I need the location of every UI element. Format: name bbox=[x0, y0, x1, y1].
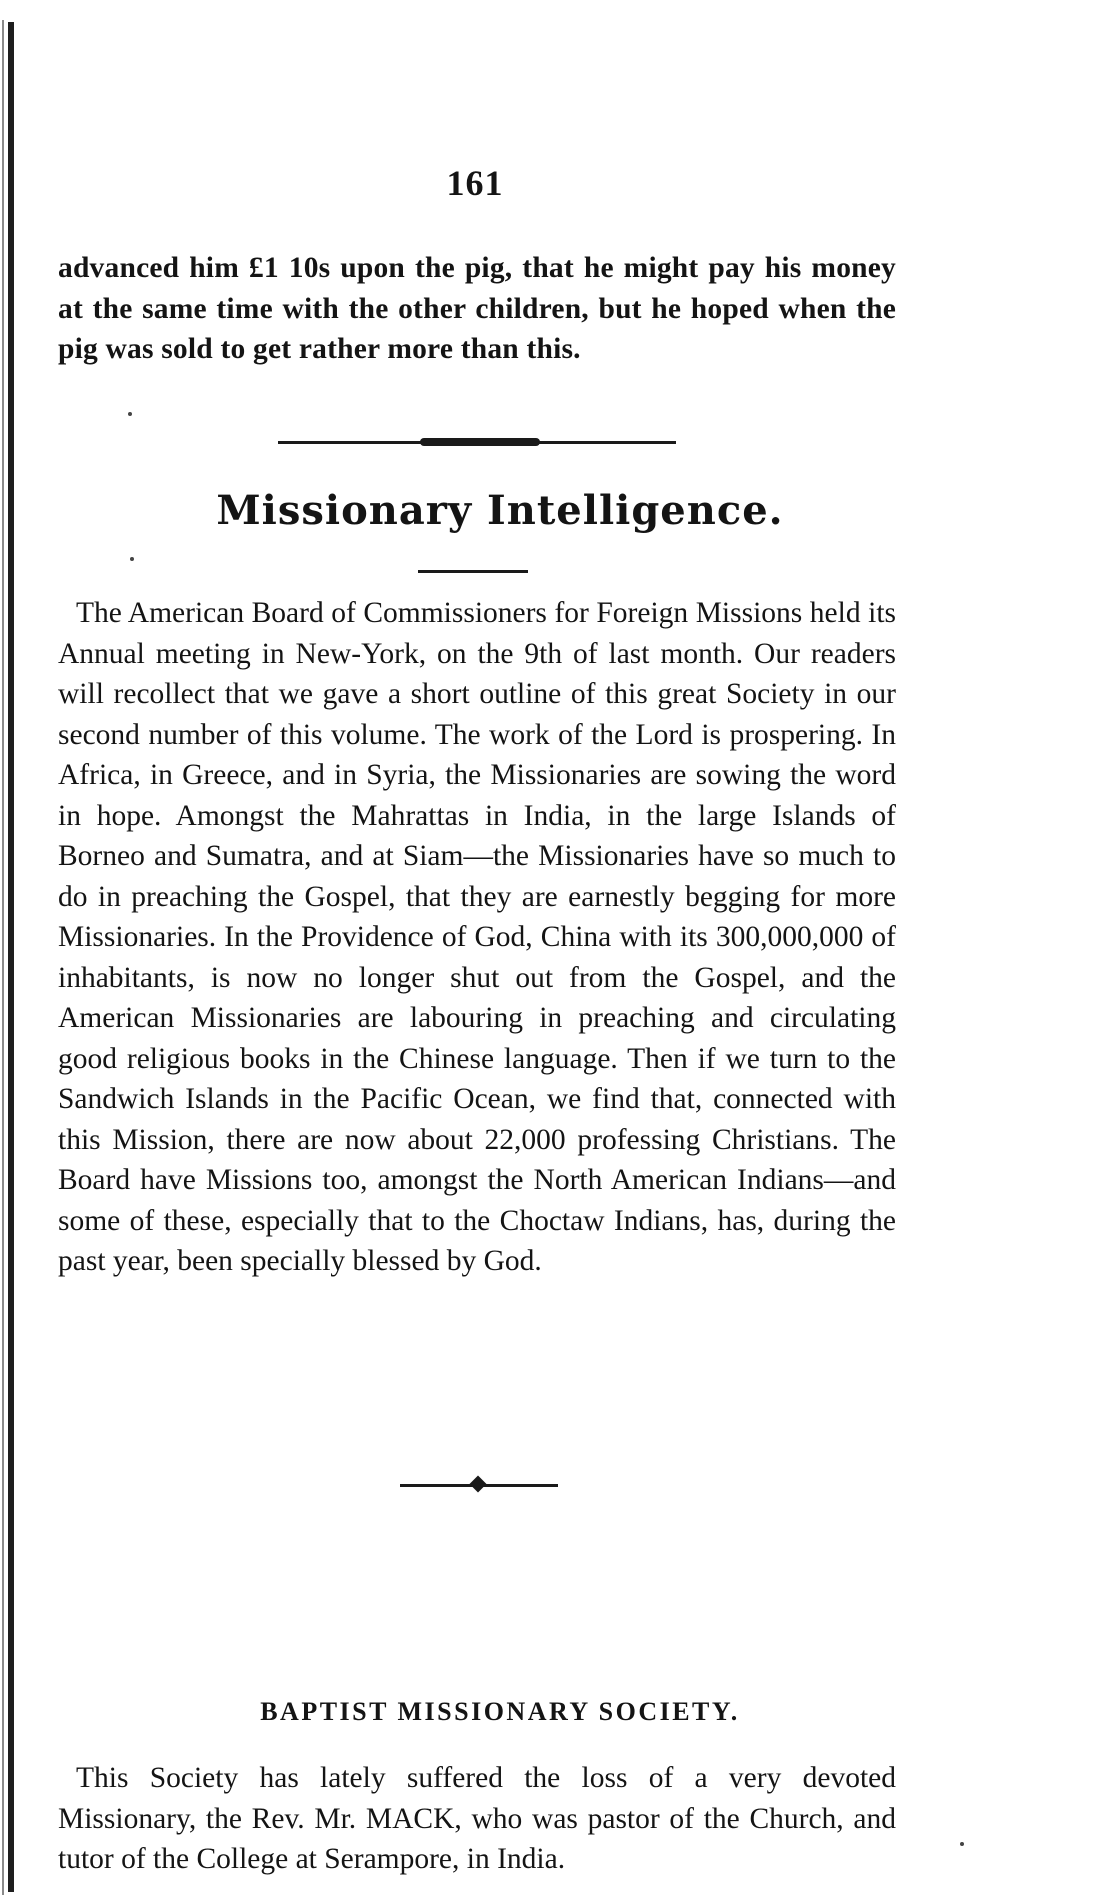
baptist-society-article bbox=[58, 1758, 896, 1880]
print-speck bbox=[128, 412, 132, 416]
print-speck bbox=[130, 557, 134, 561]
opening-text: advanced him £1 10s upon the pig, that he might pay his money at the same time with the other children, but he hoped when the pig was sold to get rather more than this. bbox=[58, 252, 896, 365]
middle-divider-diamond bbox=[470, 1476, 487, 1493]
missionary-intelligence-paragraph: The American Board of Commissioners for Foreign Missions held its Annual meeting in New-York, on the 9th of last month. Our readers will recollect that we gave a short outline of this great Society in our second number of this volume. The work of the Lord is prospering. In Africa, in Greece, and in Syria, the Missionaries are sowing the word in hope. Amongst the Mahrattas in India, in the large Islands of Borneo and Sumatra, and at Siam—the Missionaries have so much to do in preaching the Gospel, that they are earnestly begging for more Missionaries. In the Providence of God, China with its 300,000,000 of inhabitants, is now no longer shut out from the Gospel, and the American Missionaries are labouring in preaching and circulating good religious books in the Chinese language. Then if we turn to the Sandwich Islands in the Pacific Ocean, we find that, connected with this Mission, there are now about 22,000 professing Christians. The Board have Missions too, amongst the North American Indians—and some of these, especially that to the Choctaw Indians, has, during the past year, been specially blessed by God. bbox=[58, 597, 896, 1277]
page-binding-edge bbox=[8, 22, 14, 1892]
section-title-missionary-intelligence: Missionary Intelligence. bbox=[216, 487, 784, 534]
opening-paragraph bbox=[58, 248, 896, 370]
missionary-intelligence-article bbox=[58, 593, 896, 1282]
subheading-baptist-missionary-society: BAPTIST MISSIONARY SOCIETY. bbox=[260, 1697, 740, 1726]
print-speck bbox=[960, 1842, 964, 1846]
top-divider-ornament bbox=[420, 438, 540, 446]
page-binding-shadow bbox=[2, 20, 4, 1895]
title-underline-divider bbox=[418, 570, 528, 573]
page-number: 161 bbox=[446, 163, 504, 203]
baptist-society-paragraph: This Society has lately suffered the loss of a very devoted Missionary, the Rev. Mr. MACK, who was pastor of the Church, and tutor of the College at Serampore, in India. bbox=[58, 1762, 896, 1875]
